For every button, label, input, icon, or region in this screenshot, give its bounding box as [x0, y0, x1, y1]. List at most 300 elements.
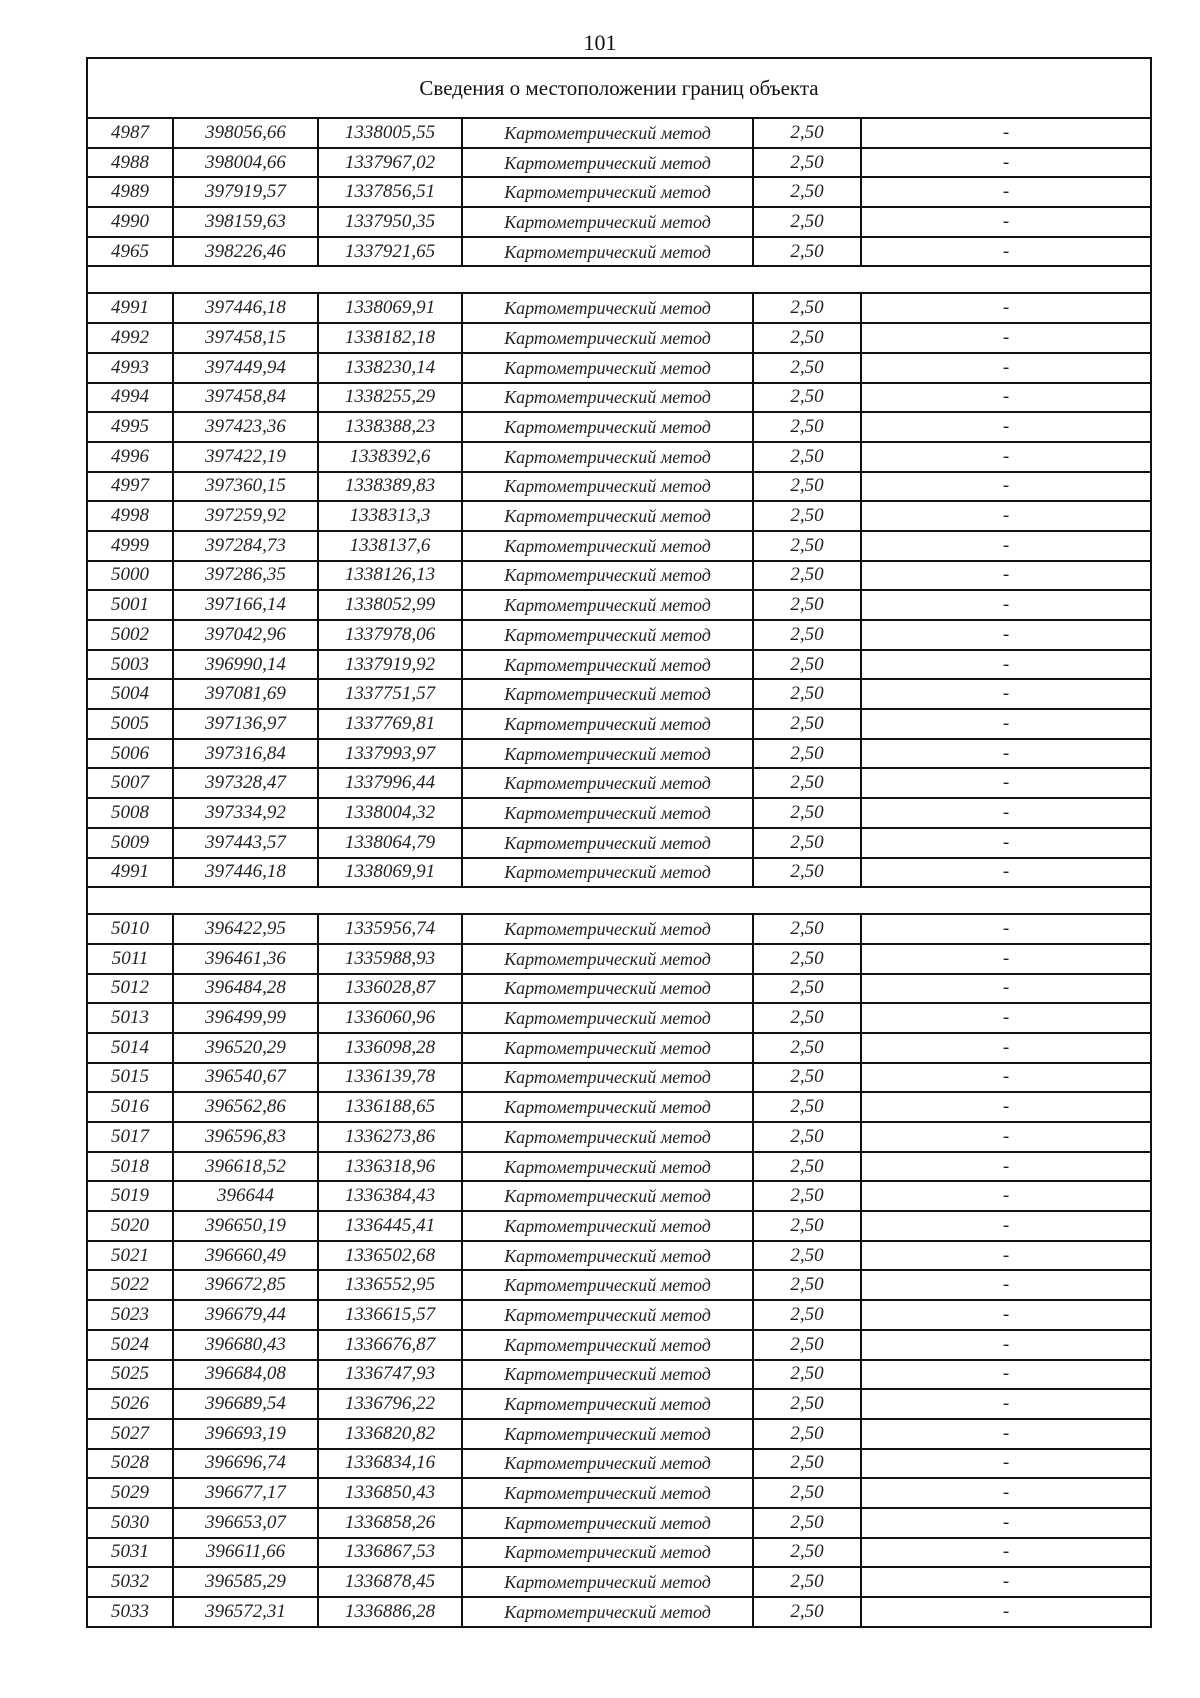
- coordinate-x-cell: 396680,43: [173, 1330, 318, 1360]
- coordinate-y-cell: 1336028,87: [318, 974, 462, 1004]
- note-cell: -: [861, 1092, 1151, 1122]
- coordinate-x-cell: 396596,83: [173, 1122, 318, 1152]
- method-cell: Картометрический метод: [462, 1597, 753, 1627]
- method-cell: Картометрический метод: [462, 1241, 753, 1271]
- table-row: [87, 798, 1151, 828]
- accuracy-cell: 2,50: [753, 383, 861, 413]
- point-number-cell: 5008: [87, 798, 173, 828]
- coordinate-x-cell: 396644: [173, 1181, 318, 1211]
- point-number-cell: 5013: [87, 1003, 173, 1033]
- point-number-cell: 5016: [87, 1092, 173, 1122]
- note-cell: -: [861, 1181, 1151, 1211]
- coordinate-x-cell: 396422,95: [173, 914, 318, 944]
- accuracy-cell: 2,50: [753, 442, 861, 472]
- point-number-cell: 5003: [87, 650, 173, 680]
- point-number-cell: 4997: [87, 472, 173, 502]
- note-cell: -: [861, 501, 1151, 531]
- note-cell: -: [861, 353, 1151, 383]
- accuracy-cell: 2,50: [753, 1092, 861, 1122]
- method-cell: Картометрический метод: [462, 1538, 753, 1568]
- coordinate-y-cell: 1335988,93: [318, 944, 462, 974]
- method-cell: Картометрический метод: [462, 293, 753, 323]
- coordinate-x-cell: 398159,63: [173, 207, 318, 237]
- point-number-cell: 4965: [87, 237, 173, 267]
- note-cell: -: [861, 561, 1151, 591]
- coordinate-y-cell: 1338392,6: [318, 442, 462, 472]
- coordinate-y-cell: 1336615,57: [318, 1300, 462, 1330]
- table-row: [87, 1360, 1151, 1390]
- coordinate-y-cell: 1336098,28: [318, 1033, 462, 1063]
- note-cell: -: [861, 768, 1151, 798]
- coordinate-x-cell: 397446,18: [173, 293, 318, 323]
- coordinate-x-cell: 397042,96: [173, 620, 318, 650]
- point-number-cell: 5001: [87, 590, 173, 620]
- note-cell: -: [861, 1538, 1151, 1568]
- boundary-coordinates-table: [86, 57, 1152, 1628]
- table-row: [87, 293, 1151, 323]
- method-cell: Картометрический метод: [462, 1478, 753, 1508]
- accuracy-cell: 2,50: [753, 323, 861, 353]
- point-number-cell: 5027: [87, 1419, 173, 1449]
- note-cell: -: [861, 1300, 1151, 1330]
- method-cell: Картометрический метод: [462, 768, 753, 798]
- coordinate-y-cell: 1337769,81: [318, 709, 462, 739]
- accuracy-cell: 2,50: [753, 798, 861, 828]
- point-number-cell: 5024: [87, 1330, 173, 1360]
- coordinate-x-cell: 396461,36: [173, 944, 318, 974]
- method-cell: Картометрический метод: [462, 1063, 753, 1093]
- table-row: [87, 472, 1151, 502]
- table-row: [87, 1092, 1151, 1122]
- table-row: [87, 1270, 1151, 1300]
- contour-separator-row: [87, 887, 1151, 914]
- note-cell: -: [861, 442, 1151, 472]
- coordinate-y-cell: 1336060,96: [318, 1003, 462, 1033]
- table-row: [87, 1063, 1151, 1093]
- accuracy-cell: 2,50: [753, 1508, 861, 1538]
- coordinate-y-cell: 1337919,92: [318, 650, 462, 680]
- coordinate-x-cell: 396618,52: [173, 1152, 318, 1182]
- coordinate-y-cell: 1336318,96: [318, 1152, 462, 1182]
- accuracy-cell: 2,50: [753, 1597, 861, 1627]
- coordinate-y-cell: 1336867,53: [318, 1538, 462, 1568]
- coordinate-y-cell: 1336273,86: [318, 1122, 462, 1152]
- table-row: [87, 739, 1151, 769]
- coordinate-x-cell: 396653,07: [173, 1508, 318, 1538]
- point-number-cell: 4991: [87, 293, 173, 323]
- note-cell: -: [861, 739, 1151, 769]
- accuracy-cell: 2,50: [753, 1538, 861, 1568]
- point-number-cell: 5029: [87, 1478, 173, 1508]
- method-cell: Картометрический метод: [462, 177, 753, 207]
- note-cell: -: [861, 858, 1151, 888]
- coordinate-y-cell: 1336886,28: [318, 1597, 462, 1627]
- method-cell: Картометрический метод: [462, 1211, 753, 1241]
- table-row: [87, 679, 1151, 709]
- accuracy-cell: 2,50: [753, 1211, 861, 1241]
- coordinate-y-cell: 1336188,65: [318, 1092, 462, 1122]
- coordinate-x-cell: 396585,29: [173, 1567, 318, 1597]
- table-row: [87, 1211, 1151, 1241]
- note-cell: -: [861, 1063, 1151, 1093]
- accuracy-cell: 2,50: [753, 828, 861, 858]
- point-number-cell: 4992: [87, 323, 173, 353]
- accuracy-cell: 2,50: [753, 293, 861, 323]
- coordinate-x-cell: 397446,18: [173, 858, 318, 888]
- accuracy-cell: 2,50: [753, 709, 861, 739]
- point-number-cell: 5005: [87, 709, 173, 739]
- coordinate-x-cell: 396484,28: [173, 974, 318, 1004]
- note-cell: -: [861, 944, 1151, 974]
- contour-separator-cell: [87, 887, 1151, 914]
- point-number-cell: 4995: [87, 412, 173, 442]
- point-number-cell: 5015: [87, 1063, 173, 1093]
- coordinate-y-cell: 1336747,93: [318, 1360, 462, 1390]
- note-cell: -: [861, 679, 1151, 709]
- accuracy-cell: 2,50: [753, 1419, 861, 1449]
- coordinate-x-cell: 396672,85: [173, 1270, 318, 1300]
- coordinate-x-cell: 396520,29: [173, 1033, 318, 1063]
- table-row: [87, 858, 1151, 888]
- coordinate-y-cell: 1336502,68: [318, 1241, 462, 1271]
- coordinate-y-cell: 1338230,14: [318, 353, 462, 383]
- point-number-cell: 5012: [87, 974, 173, 1004]
- note-cell: -: [861, 472, 1151, 502]
- point-number-cell: 5028: [87, 1449, 173, 1479]
- method-cell: Картометрический метод: [462, 1449, 753, 1479]
- coordinate-y-cell: 1337978,06: [318, 620, 462, 650]
- coordinate-x-cell: 396499,99: [173, 1003, 318, 1033]
- method-cell: Картометрический метод: [462, 739, 753, 769]
- table-row: [87, 944, 1151, 974]
- accuracy-cell: 2,50: [753, 561, 861, 591]
- accuracy-cell: 2,50: [753, 768, 861, 798]
- coordinate-x-cell: 397449,94: [173, 353, 318, 383]
- accuracy-cell: 2,50: [753, 1033, 861, 1063]
- coordinate-x-cell: 396562,86: [173, 1092, 318, 1122]
- note-cell: -: [861, 1270, 1151, 1300]
- point-number-cell: 5014: [87, 1033, 173, 1063]
- coordinate-y-cell: 1337751,57: [318, 679, 462, 709]
- point-number-cell: 4994: [87, 383, 173, 413]
- point-number-cell: 5019: [87, 1181, 173, 1211]
- point-number-cell: 5031: [87, 1538, 173, 1568]
- table-row: [87, 118, 1151, 148]
- coordinate-y-cell: 1338005,55: [318, 118, 462, 148]
- method-cell: Картометрический метод: [462, 323, 753, 353]
- accuracy-cell: 2,50: [753, 531, 861, 561]
- method-cell: Картометрический метод: [462, 620, 753, 650]
- coordinate-y-cell: 1337996,44: [318, 768, 462, 798]
- coordinate-x-cell: 398004,66: [173, 148, 318, 178]
- table-row: [87, 1300, 1151, 1330]
- coordinate-x-cell: 396650,19: [173, 1211, 318, 1241]
- table-row: [87, 1003, 1151, 1033]
- accuracy-cell: 2,50: [753, 1122, 861, 1152]
- point-number-cell: 5018: [87, 1152, 173, 1182]
- table-row: [87, 1567, 1151, 1597]
- table-row: [87, 1241, 1151, 1271]
- coordinate-y-cell: 1336796,22: [318, 1389, 462, 1419]
- point-number-cell: 5007: [87, 768, 173, 798]
- point-number-cell: 5010: [87, 914, 173, 944]
- note-cell: -: [861, 650, 1151, 680]
- note-cell: -: [861, 237, 1151, 267]
- table-row: [87, 207, 1151, 237]
- coordinate-y-cell: 1338313,3: [318, 501, 462, 531]
- method-cell: Картометрический метод: [462, 412, 753, 442]
- method-cell: Картометрический метод: [462, 237, 753, 267]
- accuracy-cell: 2,50: [753, 1360, 861, 1390]
- coordinate-y-cell: 1336850,43: [318, 1478, 462, 1508]
- point-number-cell: 5033: [87, 1597, 173, 1627]
- point-number-cell: 5023: [87, 1300, 173, 1330]
- coordinate-x-cell: 397458,84: [173, 383, 318, 413]
- coordinate-x-cell: 396611,66: [173, 1538, 318, 1568]
- table-row: [87, 1152, 1151, 1182]
- coordinate-x-cell: 397259,92: [173, 501, 318, 531]
- method-cell: Картометрический метод: [462, 858, 753, 888]
- accuracy-cell: 2,50: [753, 118, 861, 148]
- table-title: Сведения о местоположении границ объекта: [87, 58, 1151, 118]
- accuracy-cell: 2,50: [753, 858, 861, 888]
- accuracy-cell: 2,50: [753, 1152, 861, 1182]
- table-row: [87, 1181, 1151, 1211]
- table-row: [87, 412, 1151, 442]
- coordinate-y-cell: 1338004,32: [318, 798, 462, 828]
- table-row: [87, 148, 1151, 178]
- accuracy-cell: 2,50: [753, 914, 861, 944]
- accuracy-cell: 2,50: [753, 650, 861, 680]
- table-row: [87, 709, 1151, 739]
- method-cell: Картометрический метод: [462, 501, 753, 531]
- accuracy-cell: 2,50: [753, 590, 861, 620]
- point-number-cell: 5006: [87, 739, 173, 769]
- coordinate-x-cell: 397919,57: [173, 177, 318, 207]
- table-row: [87, 620, 1151, 650]
- coordinate-y-cell: 1338069,91: [318, 858, 462, 888]
- point-number-cell: 5025: [87, 1360, 173, 1390]
- coordinate-y-cell: 1338069,91: [318, 293, 462, 323]
- method-cell: Картометрический метод: [462, 1567, 753, 1597]
- method-cell: Картометрический метод: [462, 798, 753, 828]
- method-cell: Картометрический метод: [462, 207, 753, 237]
- coordinate-x-cell: 396689,54: [173, 1389, 318, 1419]
- table-row: [87, 828, 1151, 858]
- method-cell: Картометрический метод: [462, 1330, 753, 1360]
- coordinate-x-cell: 396684,08: [173, 1360, 318, 1390]
- table-row: [87, 650, 1151, 680]
- note-cell: -: [861, 1597, 1151, 1627]
- accuracy-cell: 2,50: [753, 1181, 861, 1211]
- table-row: [87, 1449, 1151, 1479]
- note-cell: -: [861, 177, 1151, 207]
- accuracy-cell: 2,50: [753, 944, 861, 974]
- method-cell: Картометрический метод: [462, 1181, 753, 1211]
- accuracy-cell: 2,50: [753, 620, 861, 650]
- note-cell: -: [861, 1567, 1151, 1597]
- coordinate-x-cell: 397081,69: [173, 679, 318, 709]
- coordinate-x-cell: 397316,84: [173, 739, 318, 769]
- method-cell: Картометрический метод: [462, 679, 753, 709]
- accuracy-cell: 2,50: [753, 412, 861, 442]
- accuracy-cell: 2,50: [753, 472, 861, 502]
- table-row: [87, 531, 1151, 561]
- coordinate-x-cell: 397422,19: [173, 442, 318, 472]
- accuracy-cell: 2,50: [753, 353, 861, 383]
- table-row: [87, 442, 1151, 472]
- contour-separator-cell: [87, 266, 1151, 293]
- coordinate-y-cell: 1337967,02: [318, 148, 462, 178]
- point-number-cell: 4987: [87, 118, 173, 148]
- coordinate-y-cell: 1337856,51: [318, 177, 462, 207]
- accuracy-cell: 2,50: [753, 1389, 861, 1419]
- coordinate-x-cell: 396990,14: [173, 650, 318, 680]
- coordinate-y-cell: 1337921,65: [318, 237, 462, 267]
- point-number-cell: 4990: [87, 207, 173, 237]
- coordinate-x-cell: 397284,73: [173, 531, 318, 561]
- note-cell: -: [861, 412, 1151, 442]
- table-row: [87, 561, 1151, 591]
- coordinate-x-cell: 397166,14: [173, 590, 318, 620]
- accuracy-cell: 2,50: [753, 974, 861, 1004]
- note-cell: -: [861, 1211, 1151, 1241]
- point-number-cell: 5009: [87, 828, 173, 858]
- coordinate-y-cell: 1336834,16: [318, 1449, 462, 1479]
- accuracy-cell: 2,50: [753, 1300, 861, 1330]
- note-cell: -: [861, 974, 1151, 1004]
- accuracy-cell: 2,50: [753, 679, 861, 709]
- point-number-cell: 4989: [87, 177, 173, 207]
- method-cell: Картометрический метод: [462, 1389, 753, 1419]
- note-cell: -: [861, 590, 1151, 620]
- note-cell: -: [861, 207, 1151, 237]
- table-row: [87, 1033, 1151, 1063]
- coordinate-y-cell: 1336878,45: [318, 1567, 462, 1597]
- note-cell: -: [861, 914, 1151, 944]
- method-cell: Картометрический метод: [462, 709, 753, 739]
- coordinate-y-cell: 1335956,74: [318, 914, 462, 944]
- point-number-cell: 5000: [87, 561, 173, 591]
- method-cell: Картометрический метод: [462, 118, 753, 148]
- coordinate-y-cell: 1338388,23: [318, 412, 462, 442]
- coordinate-x-cell: 396660,49: [173, 1241, 318, 1271]
- note-cell: -: [861, 1122, 1151, 1152]
- point-number-cell: 5017: [87, 1122, 173, 1152]
- table-row: [87, 974, 1151, 1004]
- accuracy-cell: 2,50: [753, 739, 861, 769]
- note-cell: -: [861, 383, 1151, 413]
- point-number-cell: 5030: [87, 1508, 173, 1538]
- point-number-cell: 4991: [87, 858, 173, 888]
- accuracy-cell: 2,50: [753, 1063, 861, 1093]
- accuracy-cell: 2,50: [753, 1330, 861, 1360]
- accuracy-cell: 2,50: [753, 148, 861, 178]
- coordinate-x-cell: 397443,57: [173, 828, 318, 858]
- coordinate-y-cell: 1336552,95: [318, 1270, 462, 1300]
- point-number-cell: 4998: [87, 501, 173, 531]
- table-row: [87, 177, 1151, 207]
- coordinate-x-cell: 397423,36: [173, 412, 318, 442]
- page-number: 101: [583, 30, 617, 55]
- table-row: [87, 323, 1151, 353]
- coordinate-y-cell: 1336384,43: [318, 1181, 462, 1211]
- table-row: [87, 1597, 1151, 1627]
- coordinate-y-cell: 1336445,41: [318, 1211, 462, 1241]
- point-number-cell: 5032: [87, 1567, 173, 1597]
- point-number-cell: 5004: [87, 679, 173, 709]
- coordinate-y-cell: 1338064,79: [318, 828, 462, 858]
- point-number-cell: 4988: [87, 148, 173, 178]
- note-cell: -: [861, 118, 1151, 148]
- coordinate-x-cell: 396696,74: [173, 1449, 318, 1479]
- point-number-cell: 5020: [87, 1211, 173, 1241]
- method-cell: Картометрический метод: [462, 1300, 753, 1330]
- coordinate-y-cell: 1337950,35: [318, 207, 462, 237]
- method-cell: Картометрический метод: [462, 1508, 753, 1538]
- coordinate-x-cell: 396572,31: [173, 1597, 318, 1627]
- accuracy-cell: 2,50: [753, 1478, 861, 1508]
- note-cell: -: [861, 620, 1151, 650]
- table-row: [87, 1389, 1151, 1419]
- coordinate-y-cell: 1336139,78: [318, 1063, 462, 1093]
- method-cell: Картометрический метод: [462, 531, 753, 561]
- note-cell: -: [861, 828, 1151, 858]
- method-cell: Картометрический метод: [462, 1419, 753, 1449]
- coordinate-y-cell: 1338182,18: [318, 323, 462, 353]
- method-cell: Картометрический метод: [462, 590, 753, 620]
- accuracy-cell: 2,50: [753, 1270, 861, 1300]
- point-number-cell: 4999: [87, 531, 173, 561]
- note-cell: -: [861, 293, 1151, 323]
- method-cell: Картометрический метод: [462, 148, 753, 178]
- note-cell: -: [861, 1152, 1151, 1182]
- coordinate-y-cell: 1337993,97: [318, 739, 462, 769]
- note-cell: -: [861, 531, 1151, 561]
- point-number-cell: 5011: [87, 944, 173, 974]
- table-title-row: [87, 58, 1151, 118]
- coordinate-x-cell: 397286,35: [173, 561, 318, 591]
- note-cell: -: [861, 148, 1151, 178]
- accuracy-cell: 2,50: [753, 1567, 861, 1597]
- note-cell: -: [861, 1360, 1151, 1390]
- method-cell: Картометрический метод: [462, 914, 753, 944]
- note-cell: -: [861, 1003, 1151, 1033]
- table-row: [87, 1478, 1151, 1508]
- coordinate-x-cell: 397328,47: [173, 768, 318, 798]
- coordinate-x-cell: 396540,67: [173, 1063, 318, 1093]
- table-row: [87, 353, 1151, 383]
- method-cell: Картометрический метод: [462, 1270, 753, 1300]
- method-cell: Картометрический метод: [462, 1152, 753, 1182]
- coordinate-x-cell: 397458,15: [173, 323, 318, 353]
- note-cell: -: [861, 1033, 1151, 1063]
- table-row: [87, 768, 1151, 798]
- note-cell: -: [861, 709, 1151, 739]
- method-cell: Картометрический метод: [462, 442, 753, 472]
- point-number-cell: 5021: [87, 1241, 173, 1271]
- point-number-cell: 5022: [87, 1270, 173, 1300]
- method-cell: Картометрический метод: [462, 1360, 753, 1390]
- method-cell: Картометрический метод: [462, 472, 753, 502]
- accuracy-cell: 2,50: [753, 501, 861, 531]
- point-number-cell: 5026: [87, 1389, 173, 1419]
- coordinate-y-cell: 1338255,29: [318, 383, 462, 413]
- note-cell: -: [861, 1449, 1151, 1479]
- coordinate-x-cell: 397334,92: [173, 798, 318, 828]
- note-cell: -: [861, 323, 1151, 353]
- coordinate-y-cell: 1338126,13: [318, 561, 462, 591]
